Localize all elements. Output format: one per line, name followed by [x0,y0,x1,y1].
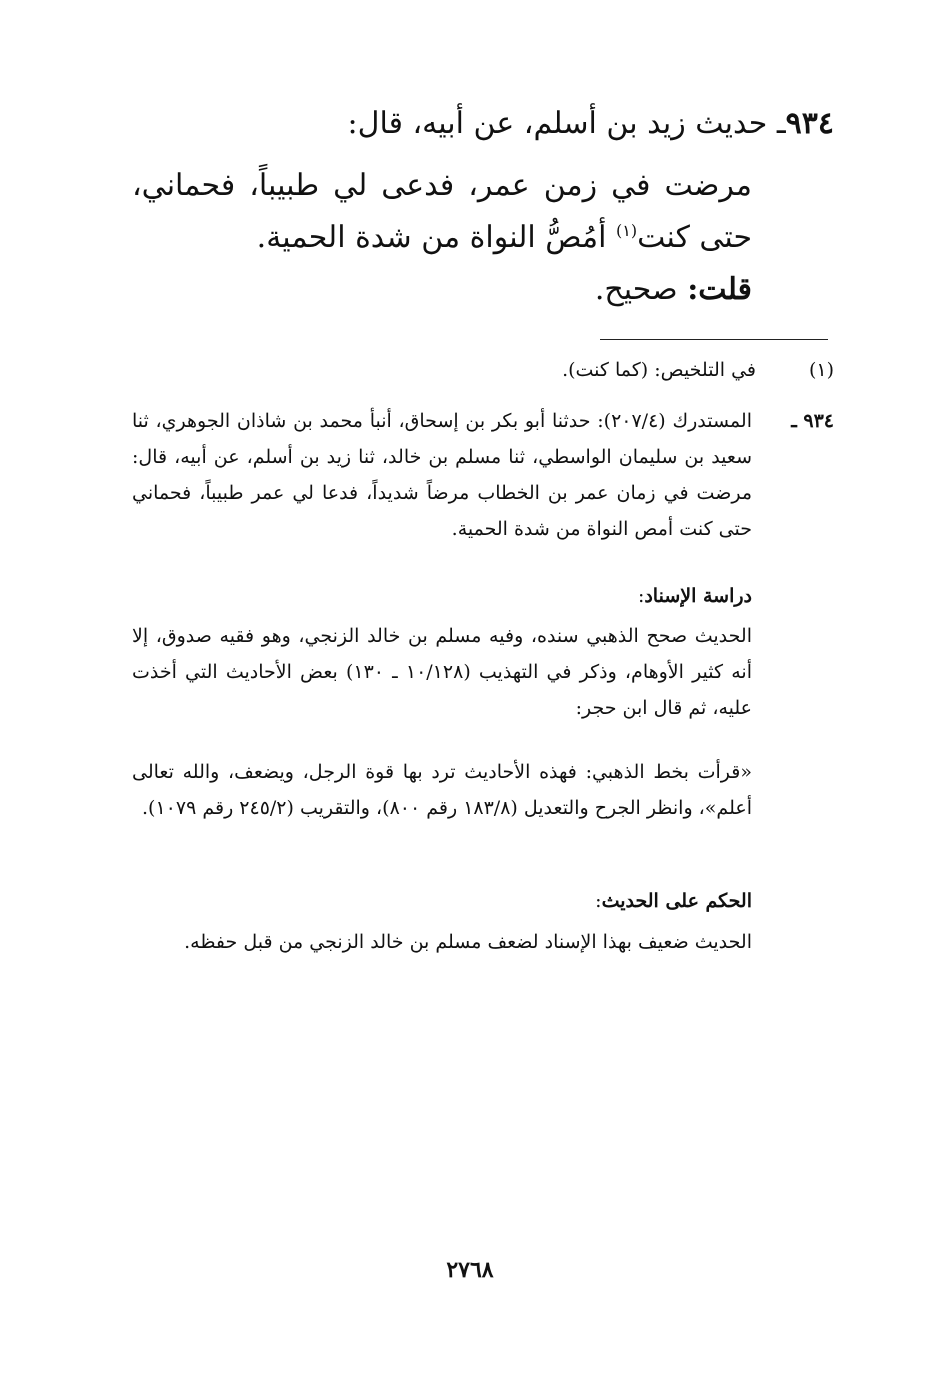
hadith-body [132,160,752,264]
hadith-title-line [114,98,834,150]
verdict-text: صحيح. [594,272,688,307]
footnote-reference: (١) [615,221,638,240]
hadith-dash: ـ [776,106,786,141]
ruling-heading-text: الحكم على الحديث [601,890,752,912]
isnad-study-heading [132,578,752,614]
hadith-body-part2: أمُصُّ النواة من شدة الحمية. [256,220,616,255]
isnad-study-heading-text: دراسة الإسناد [644,585,752,607]
takhrij-number: ٩٣٤ ـ [791,410,834,432]
takhrij-text: المستدرك (٢٠٧/٤): حدثنا أبو بكر بن إسحاق، أنبأ محمد بن شاذان الجوهري، ثنا سعيد بن سليمان الواسطي، ثنا مسلم بن خالد، ثنا زيد بن أسلم، عن أبيه، قال: مرضت في زمان عمر بن الخطاب مرضاً شديداً، فدعا لي عمر طبيباً، فحماني حتى كنت أمص النواة من شدة الحمية. [132,410,752,540]
hadith-title: حديث زيد بن أسلم، عن أبيه، قال: [347,106,768,141]
isnad-study-heading-colon: : [637,585,645,607]
hadith-verdict [132,264,752,316]
footnote-separator [600,339,828,340]
footnote-marker: (١) [808,359,834,381]
isnad-study-paragraph-1: الحديث صحح الذهبي سنده، وفيه مسلم بن خالد الزنجي، وهو فقيه صدوق، إلا أنه كثير الأوهام، وذكر في التهذيب (١٠/١٢٨ ـ ١٣٠) بعض الأحاديث التي أخذت عليه، ثم قال ابن حجر: [132,625,752,719]
ruling-heading [132,883,752,919]
isnad-study-paragraph-2: «قرأت بخط الذهبي: فهذه الأحاديث ترد بها قوة الرجل، ويضعف، والله تعالى أعلم»، وانظر الجرح والتعديل (١٨٣/٨ رقم ٨٠٠)، والتقريب (٢٤٥/٢ رقم ١٠٧٩). [132,761,752,819]
verdict-label: قلت: [687,272,752,307]
hadith-body-part1: مرضت في زمن عمر، فدعى لي طبيباً، فحماني، حتى كنت [132,168,752,255]
ruling-text: الحديث ضعيف بهذا الإسناد لضعف مسلم بن خالد الزنجي من قبل حفظه. [184,931,752,953]
page-number: ٢٧٦٨ [446,1257,494,1283]
hadith-number: ٩٣٤ [785,106,834,141]
footnote-text: في التلخيص: (كما كنت). [562,359,756,381]
ruling-heading-colon: : [595,890,602,912]
footnote [134,352,834,388]
